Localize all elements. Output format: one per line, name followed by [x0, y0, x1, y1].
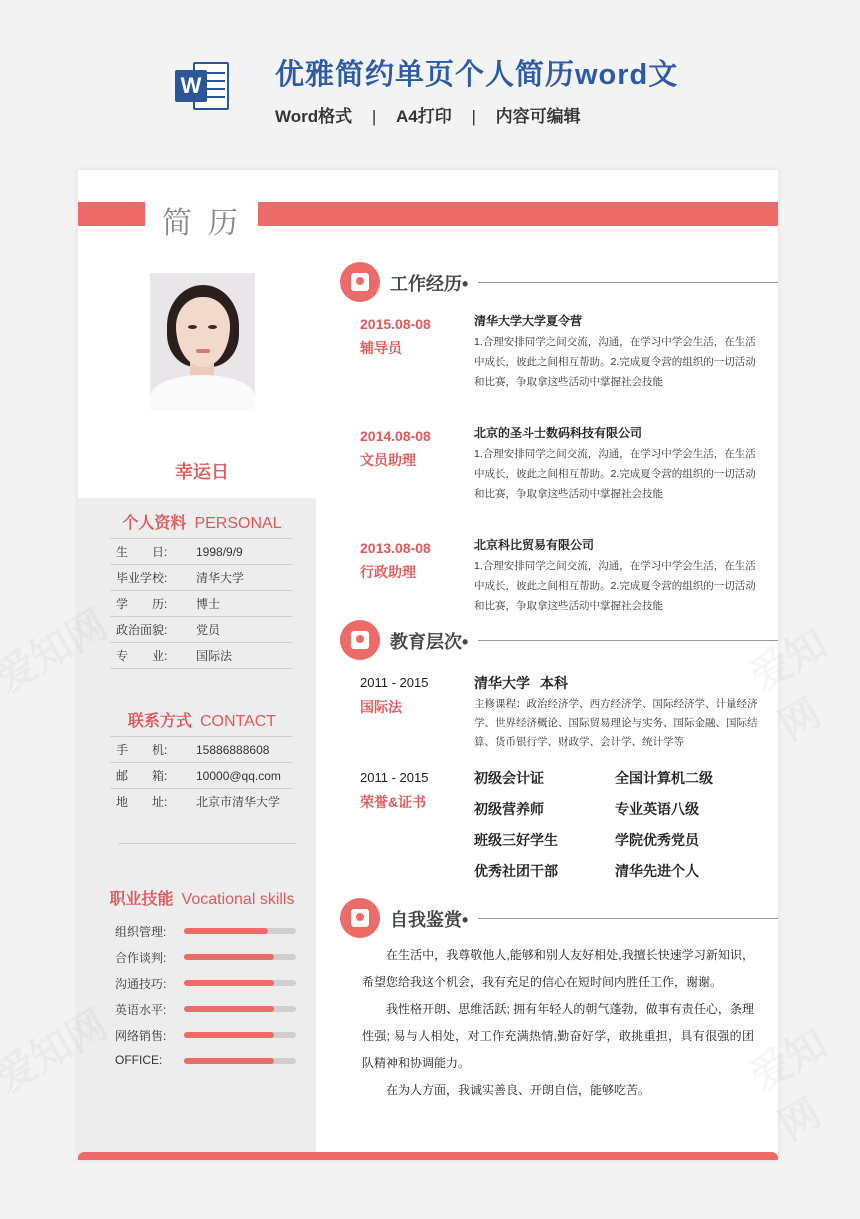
skill-row: 网络销售: [115, 1023, 305, 1049]
skill-bar-fill [184, 1006, 274, 1012]
document-icon [340, 898, 380, 938]
info-row: 邮 箱: 10000@qq.com [110, 763, 292, 789]
certificate: 初级会计证 [474, 770, 544, 786]
feature-print: A4打印 [396, 107, 452, 126]
skill-row: 英语水平: [115, 997, 305, 1023]
info-row: 手 机: 15886888608 [110, 737, 292, 763]
job-entry: 2014.08-08 文员助理 北京的圣斗士数码科技有限公司 1.合理安排同学之间交流，沟通，在学习中学会生活，在生活中成长，彼此之间相互帮助。2.完成夏令营的组织的一切活动和比赛，争取拿这些活动中掌握社会技能 [360, 426, 756, 500]
page-title: 优雅简约单页个人简历word文 [275, 59, 679, 91]
word-icon [175, 60, 231, 112]
footer-bar [78, 1152, 778, 1160]
heading-bar-left [78, 202, 145, 226]
certificate: 班级三好学生 [474, 832, 558, 848]
resume-sheet [78, 170, 778, 1160]
degree: 本科 [540, 675, 568, 691]
contact-heading: 联系方式 CONTACT [127, 713, 277, 730]
edit-icon [340, 620, 380, 660]
certificate: 优秀社团干部 [474, 863, 558, 879]
info-row: 政治面貌: 党员 [110, 617, 292, 643]
certificate: 初级营养师 [474, 801, 544, 817]
certificates-entry: 2011 - 2015 荣誉&证书 初级会计证 全国计算机二级 初级营养师 专业英语八级 班级三好学生 学院优秀党员 优秀社团干部 清华先进个人 [360, 770, 713, 879]
profile-photo [150, 273, 255, 411]
job-entry: 2013.08-08 行政助理 北京科比贸易有限公司 1.合理安排同学之间交流，沟通，在学习中学会生活，在生活中成长，彼此之间相互帮助。2.完成夏令营的组织的一切活动和比赛，争取拿这些活动中掌握社会技能 [360, 538, 756, 612]
skill-bar-fill [184, 928, 268, 934]
self-section-header: 自我鉴赏• [340, 898, 778, 938]
certificate: 学院优秀党员 [615, 832, 699, 848]
info-row: 毕业学校: 清华大学 [110, 565, 292, 591]
skill-bar-fill [184, 1058, 274, 1064]
education-section-header: 教育层次• [340, 620, 778, 660]
certificate: 全国计算机二级 [615, 770, 713, 786]
certificate: 专业英语八级 [615, 801, 699, 817]
feature-separator: | [371, 107, 377, 126]
contact-table [110, 736, 292, 815]
skill-bar-fill [184, 980, 274, 986]
resume-heading: 简历 [162, 207, 254, 240]
skill-bar-fill [184, 954, 274, 960]
skill-row: 组织管理: [115, 919, 305, 945]
self-assessment: 在生活中，我尊敬他人,能够和别人友好相处,我擅长快速学习新知识，希望您给我这个机会，我有充足的信心在短时间内胜任工作，谢谢。 我性格开朗、思维活跃; 拥有年轻人的朝气蓬勃，做事有责任心，条理性强; 易与人相处，对工作充满热情,勤奋好学，敢挑重担，具有很强的团队精神和协调能力。 在为人方面，我诚实善良、开朗自信，能够吃苦。 [362, 948, 754, 1097]
word-icon-letter: W [175, 70, 207, 102]
feature-separator: | [471, 107, 476, 126]
divider [118, 843, 296, 844]
feature-editable: 内容可编辑 [495, 107, 581, 126]
skills-heading: 职业技能 Vocational skills [109, 891, 295, 908]
info-row: 地 址: 北京市清华大学 [116, 795, 281, 809]
info-row: 生 日: 1998/9/9 [110, 539, 292, 565]
skill-row: 合作谈判: [115, 945, 305, 971]
candidate-name: 幸运日 [175, 462, 229, 482]
job-entry: 2015.08-08 辅导员 清华大学大学夏令营 1.合理安排同学之间交流，沟通，在学习中学会生活，在生活中成长，彼此之间相互帮助。2.完成夏令营的组织的一切活动和比赛，争取拿这些活动中掌握社会技能 [360, 314, 756, 388]
school-name: 清华大学 [474, 675, 530, 691]
skill-bar-fill [184, 1032, 274, 1038]
heading-bar-right [258, 202, 778, 226]
user-icon [340, 262, 380, 302]
info-row: 专 业: 国际法 [110, 643, 292, 669]
personal-heading: 个人资料 PERSONAL [122, 515, 282, 532]
education-entry: 2011 - 2015 国际法 清华大学 本科 主修课程：政治经济学、西方经济学、国际经济学、计量经济学、世界经济概论、国际贸易理论与实务、国际金融、国际结算、货币银行学、财政学、会计学、统计学等 [360, 675, 760, 755]
skill-row: OFFICE: [115, 1049, 305, 1075]
page-header [0, 0, 860, 170]
skills-list [115, 919, 305, 1075]
personal-table [110, 538, 292, 669]
info-row: 学 历: 博士 [110, 591, 292, 617]
work-section-header: 工作经历• [340, 262, 778, 302]
skill-row: 沟通技巧: [115, 971, 305, 997]
certificate: 清华先进个人 [615, 863, 699, 879]
feature-list [275, 102, 581, 127]
feature-format: Word格式 [275, 107, 353, 126]
courses: 主修课程：政治经济学、西方经济学、国际经济学、计量经济学、世界经济概论、国际贸易理论与实务、国际金融、国际结算、货币银行学、财政学、会计学、统计学等 [474, 698, 758, 748]
